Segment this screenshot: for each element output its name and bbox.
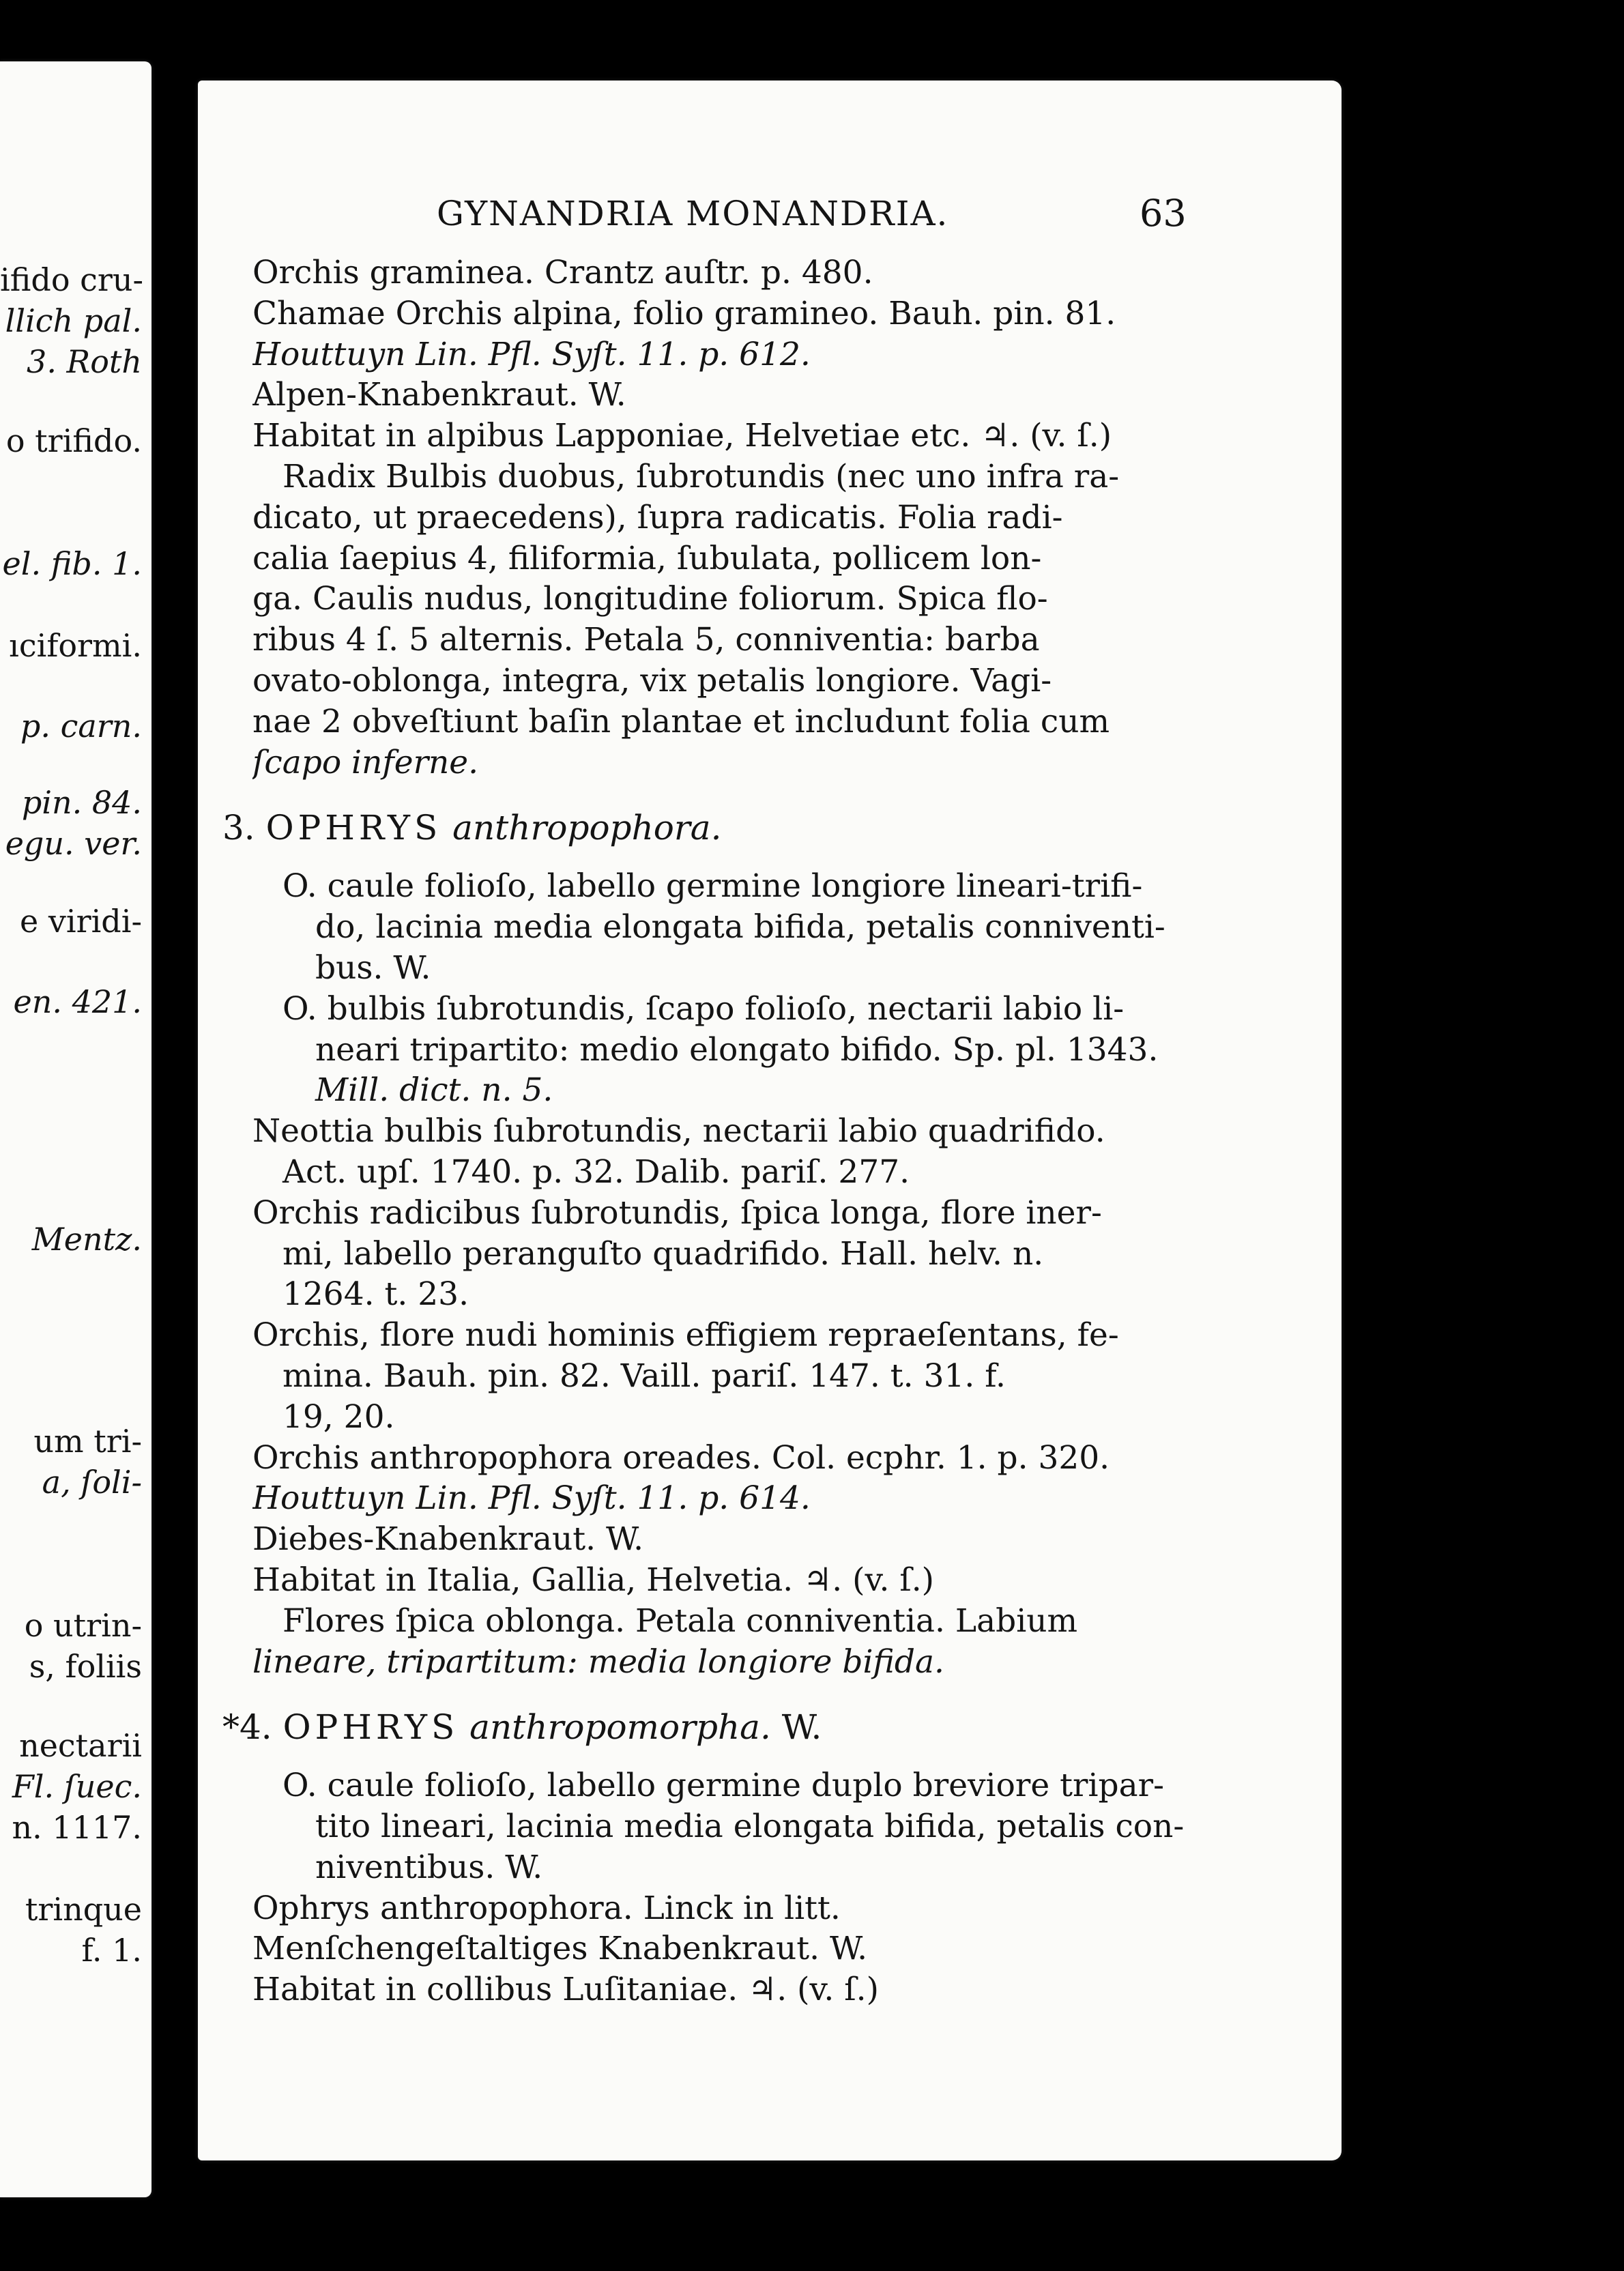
- text-line: Diebes-Knabenkraut. W.: [252, 1520, 644, 1559]
- left-line: trinque: [25, 1891, 142, 1928]
- species-number: 3.: [222, 808, 255, 848]
- left-line: ifido cru-: [0, 261, 144, 298]
- text-line: O. caule folioſo, labello germine longiore lineari-trifi-: [282, 867, 1143, 906]
- running-head: GYNANDRIA MONANDRIA.: [437, 194, 949, 233]
- left-line: um tri-: [33, 1423, 142, 1460]
- text-line: Flores ſpica oblonga. Petala conniventia. Labium: [282, 1602, 1078, 1640]
- text-line: Orchis, flore nudi hominis effigiem repraeſentans, fe-: [252, 1316, 1119, 1355]
- text-line: Habitat in alpibus Lapponiae, Helvetiae etc. ♃. (v. ſ.): [252, 417, 1112, 455]
- left-line: 3. Roth: [27, 343, 142, 380]
- text-line: Habitat in collibus Luſitaniae. ♃. (v. ſ.): [252, 1971, 879, 2009]
- text-line: Ophrys anthropophora. Linck in litt.: [252, 1889, 841, 1927]
- page-body: [222, 252, 1235, 2010]
- text-line: do, lacinia media elongata bifida, petalis conniventi-: [315, 908, 1165, 946]
- text-line: Alpen-Knabenkraut. W.: [252, 376, 626, 414]
- text-line: Habitat in Italia, Gallia, Helvetia. ♃. (v. ſ.): [252, 1561, 935, 1599]
- text-line: O. caule folioſo, labello germine duplo breviore tripar-: [282, 1767, 1164, 1805]
- page-header: [198, 190, 1342, 237]
- genus-name: OPHRYS: [265, 808, 442, 848]
- left-line: el. fib. 1.: [2, 545, 142, 582]
- left-line: n. 1117.: [12, 1809, 142, 1846]
- page-number: 63: [1140, 192, 1187, 235]
- text-line: tito lineari, lacinia media elongata bifida, petalis con-: [315, 1808, 1185, 1846]
- species-heading: [222, 803, 1235, 852]
- text-line: dicato, ut praecedens), ſupra radicatis. Folia radi-: [252, 498, 1063, 536]
- left-line: s, foliis: [29, 1648, 142, 1685]
- text-line: ga. Caulis nudus, longitudine foliorum. Spica flo-: [252, 580, 1048, 618]
- left-line: o utrin-: [24, 1607, 142, 1644]
- text-line: Chamae Orchis alpina, folio gramineo. Bauh. pin. 81.: [252, 294, 1116, 332]
- left-line: e viridi-: [20, 903, 142, 940]
- left-line: p. carn.: [20, 708, 142, 744]
- left-line: ıciformi.: [9, 627, 142, 664]
- species-heading: [222, 1703, 1235, 1752]
- text-line: Houttuyn Lin. Pfl. Syſt. 11. p. 614.: [252, 1479, 811, 1518]
- text-line: 1264. t. 23.: [282, 1275, 469, 1314]
- text-line: lineare, tripartitum: media longiore bifida.: [252, 1643, 944, 1681]
- left-line: egu. ver.: [5, 825, 142, 862]
- genus-name: OPHRYS: [282, 1707, 459, 1748]
- text-line: ſcapo inferne.: [252, 743, 479, 781]
- left-line: o trifido.: [5, 422, 142, 459]
- text-line: Neottia bulbis ſubrotundis, nectarii labio quadrifido.: [252, 1112, 1105, 1151]
- text-line: calia ſaepius 4, filiformia, ſubulata, pollicem lon-: [252, 539, 1042, 577]
- text-line: ovato-oblonga, integra, vix petalis longiore. Vagi-: [252, 661, 1052, 699]
- text-line: Orchis graminea. Crantz auſtr. p. 480.: [252, 254, 873, 291]
- text-line: niventibus. W.: [315, 1848, 543, 1886]
- text-line: Mill. dict. n. 5.: [315, 1071, 553, 1110]
- text-line: Act. upſ. 1740. p. 32. Dalib. pariſ. 277.: [282, 1153, 910, 1191]
- left-line: pin. 84.: [21, 784, 142, 821]
- text-line: Orchis anthropophora oreades. Col. ecphr. 1. p. 320.: [252, 1438, 1110, 1477]
- left-line: f. 1.: [81, 1932, 142, 1969]
- left-line: en. 421.: [13, 983, 142, 1020]
- species-author: W.: [781, 1707, 822, 1748]
- left-line: Fl. ſuec.: [12, 1768, 142, 1805]
- left-line: a, ſoli-: [42, 1464, 142, 1501]
- text-line: ribus 4 ſ. 5 alternis. Petala 5, conniventia: barba: [252, 621, 1040, 659]
- left-line: nectarii: [19, 1727, 142, 1764]
- species-epithet: anthropomorpha.: [469, 1707, 771, 1748]
- left-line: llich pal.: [5, 302, 142, 339]
- text-line: nae 2 obveſtiunt baſin plantae et includunt folia cum: [252, 702, 1110, 740]
- text-line: bus. W.: [315, 949, 431, 987]
- left-line: Mentz.: [31, 1221, 142, 1258]
- text-line: O. bulbis ſubrotundis, ſcapo folioſo, nectarii labio li-: [282, 989, 1125, 1028]
- text-line: mi, labello peranguſto quadrifido. Hall. helv. n.: [282, 1234, 1044, 1273]
- text-line: Houttuyn Lin. Pfl. Syſt. 11. p. 612.: [252, 335, 811, 373]
- text-line: 19, 20.: [282, 1398, 395, 1436]
- text-line: Orchis radicibus ſubrotundis, ſpica longa, flore iner-: [252, 1194, 1102, 1232]
- left-page-fragment: [0, 61, 151, 2197]
- text-line: Menſchengeſtaltiges Knabenkraut. W.: [252, 1930, 868, 1968]
- species-number: *4.: [222, 1707, 272, 1748]
- book-page: [198, 81, 1342, 2160]
- text-line: Radix Bulbis duobus, ſubrotundis (nec uno infra ra-: [282, 457, 1120, 495]
- text-line: neari tripartito: medio elongato bifido. Sp. pl. 1343.: [315, 1030, 1159, 1069]
- species-epithet: anthropophora.: [452, 808, 722, 848]
- text-line: mina. Bauh. pin. 82. Vaill. pariſ. 147. t. 31. f.: [282, 1357, 1006, 1395]
